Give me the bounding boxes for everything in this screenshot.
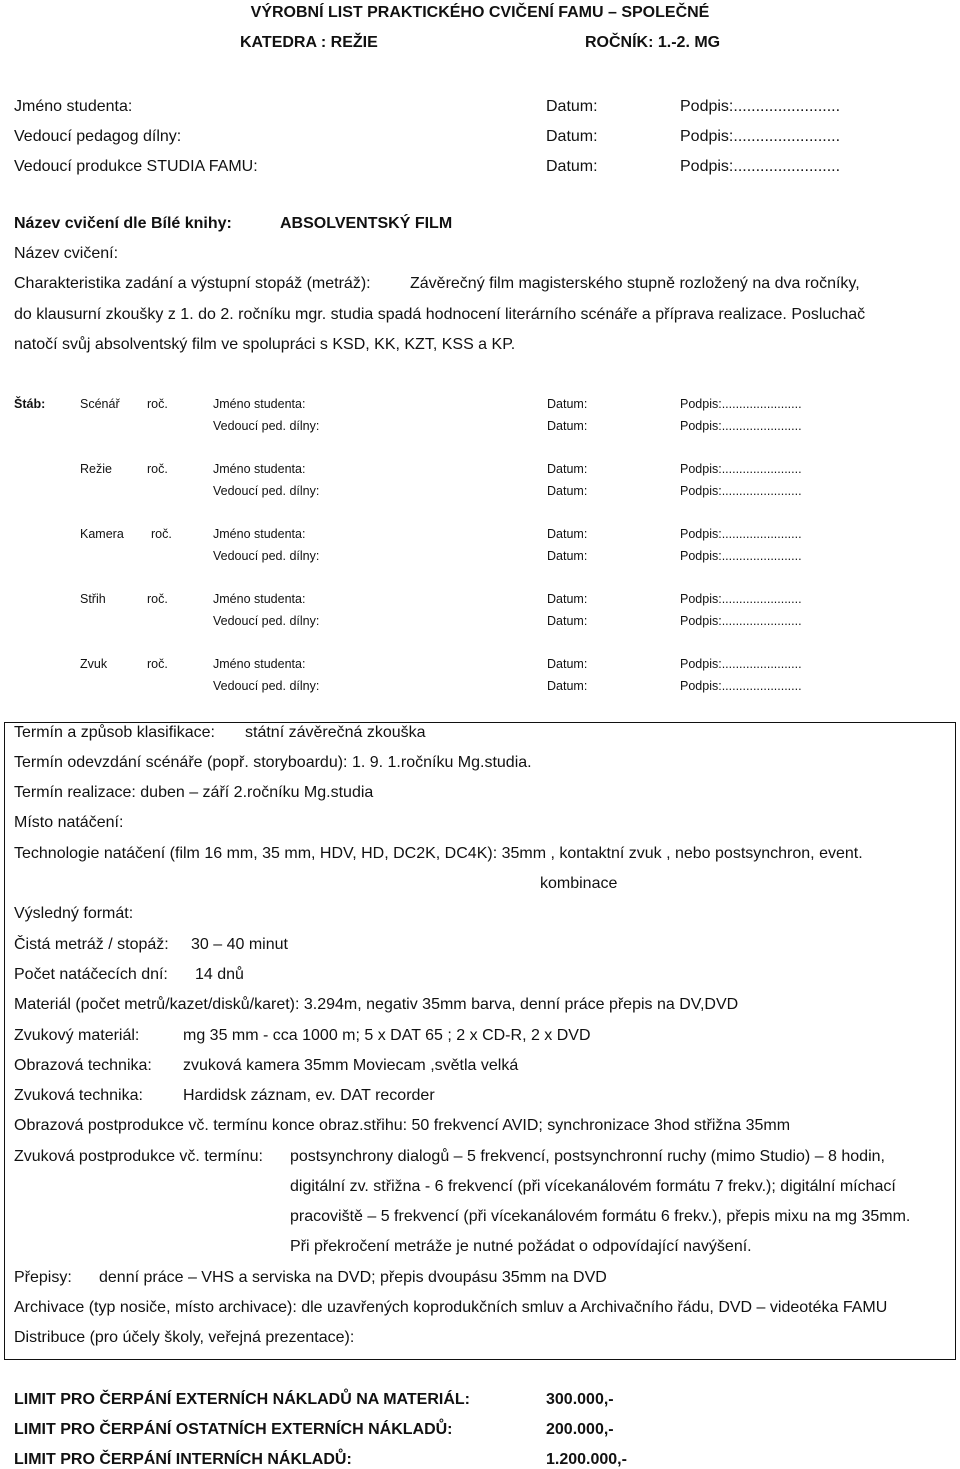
characteristic-label: Charakteristika zadání a výstupní stopáž (metráž): <box>14 275 371 292</box>
klasifikace-label: Termín a způsob klasifikace: <box>14 724 215 741</box>
metraz-label: Čistá metráž / stopáž: <box>14 936 169 953</box>
zvukova-technika-label: Zvuková technika: <box>14 1087 143 1104</box>
prepisy-label: Přepisy: <box>14 1269 72 1286</box>
misto-line: Místo natáčení: <box>14 814 124 831</box>
technologie-line2: kombinace <box>540 875 618 892</box>
characteristic-value: Závěrečný film magisterského stupně rozložený na dva ročníky, <box>410 275 860 292</box>
crew-label: Štáb: <box>14 397 46 411</box>
limit-ostatni-label: LIMIT PRO ČERPÁNÍ OSTATNÍCH EXTERNÍCH NÁKLADŮ: <box>14 1421 453 1438</box>
crew-roc: roč. <box>147 397 168 411</box>
crew-leader-label: Vedoucí ped. dílny: <box>213 614 320 628</box>
katedra-label: KATEDRA : REŽIE <box>240 34 378 51</box>
crew-student-label: Jméno studenta: <box>213 592 306 606</box>
zvuk-postprodukce-line: postsynchrony dialogů – 5 frekvencí, postsynchronní ruchy (mimo Studio) – 8 hodin, <box>290 1148 885 1165</box>
exercise-name-label: Název cvičení dle Bílé knihy: <box>14 215 232 232</box>
crew-student-label: Jméno studenta: <box>213 527 306 541</box>
crew-podpis: Podpis:....................... <box>680 462 802 476</box>
format-line: Výsledný formát: <box>14 905 134 922</box>
odevzdani-line: Termín odevzdání scénáře (popř. storyboardu): 1. 9. 1.ročníku Mg.studia. <box>14 754 532 771</box>
limit-material-value: 300.000,- <box>546 1391 614 1408</box>
produkce-podpis: Podpis:........................ <box>680 158 841 175</box>
dni-label: Počet natáčecích dní: <box>14 966 168 983</box>
limit-interni-label: LIMIT PRO ČERPÁNÍ INTERNÍCH NÁKLADŮ: <box>14 1451 352 1468</box>
crew-role-strih: Střih <box>80 592 106 606</box>
crew-datum: Datum: <box>547 549 588 563</box>
student-name-label: Jméno studenta: <box>14 98 133 115</box>
pedagog-label: Vedoucí pedagog dílny: <box>14 128 182 145</box>
crew-leader-label: Vedoucí ped. dílny: <box>213 549 320 563</box>
student-podpis: Podpis:........................ <box>680 98 841 115</box>
realizace-line: Termín realizace: duben – září 2.ročníku Mg.studia <box>14 784 374 801</box>
obrazova-technika-label: Obrazová technika: <box>14 1057 152 1074</box>
crew-datum: Datum: <box>547 614 588 628</box>
crew-datum: Datum: <box>547 462 588 476</box>
exercise-name-value: ABSOLVENTSKÝ FILM <box>280 215 453 232</box>
crew-podpis: Podpis:....................... <box>680 592 802 606</box>
crew-roc: roč. <box>147 592 168 606</box>
zvuk-postprodukce-line: digitální zv. střižna - 6 frekvencí (při vícekanálovém formátu 7 frekv.); digitální míchací <box>290 1178 896 1195</box>
crew-datum: Datum: <box>547 484 588 498</box>
crew-podpis: Podpis:....................... <box>680 527 802 541</box>
zvuk-postprodukce-line: Při překročení metráže je nutné požádat o odpovídající navýšení. <box>290 1238 752 1255</box>
klasifikace-value: státní závěrečná zkouška <box>245 724 426 741</box>
crew-leader-label: Vedoucí ped. dílny: <box>213 679 320 693</box>
crew-podpis: Podpis:....................... <box>680 484 802 498</box>
metraz-value: 30 – 40 minut <box>191 936 288 953</box>
zvukova-technika-value: Hardidsk záznam, ev. DAT recorder <box>183 1087 435 1104</box>
characteristic-line2: do klausurní zkoušky z 1. do 2. ročníku mgr. studia spadá hodnocení literárního scénáře a příprava realizace. Posluchač <box>14 306 866 323</box>
crew-datum: Datum: <box>547 419 588 433</box>
student-datum: Datum: <box>546 98 598 115</box>
material-line: Materiál (počet metrů/kazet/disků/karet): 3.294m, negativ 35mm barva, denní práce přepis na DV,DVD <box>14 996 739 1013</box>
zvuk-postprodukce-line: pracoviště – 5 frekvencí (při vícekanálovém formátu 6 frekv.), přepis mixu na mg 35mm. <box>290 1208 911 1225</box>
zvuk-postprodukce-label: Zvuková postprodukce vč. termínu: <box>14 1148 263 1165</box>
crew-student-label: Jméno studenta: <box>213 397 306 411</box>
crew-datum: Datum: <box>547 397 588 411</box>
crew-podpis: Podpis:....................... <box>680 614 802 628</box>
crew-datum: Datum: <box>547 592 588 606</box>
crew-datum: Datum: <box>547 679 588 693</box>
limit-interni-value: 1.200.000,- <box>546 1451 627 1468</box>
obrazova-technika-value: zvuková kamera 35mm Moviecam ,světla velká <box>183 1057 519 1074</box>
zvukovy-material-label: Zvukový materiál: <box>14 1027 140 1044</box>
crew-podpis: Podpis:....................... <box>680 679 802 693</box>
crew-student-label: Jméno studenta: <box>213 657 306 671</box>
crew-leader-label: Vedoucí ped. dílny: <box>213 484 320 498</box>
crew-podpis: Podpis:....................... <box>680 549 802 563</box>
crew-roc: roč. <box>147 462 168 476</box>
crew-student-label: Jméno studenta: <box>213 462 306 476</box>
characteristic-line3: natočí svůj absolventský film ve spolupráci s KSD, KK, KZT, KSS a KP. <box>14 336 516 353</box>
obr-postprodukce-line: Obrazová postprodukce vč. termínu konce obraz.střihu: 50 frekvencí AVID; synchronizace 3hod střižna 35mm <box>14 1117 791 1134</box>
distribuce-line: Distribuce (pro účely školy, veřejná prezentace): <box>14 1329 355 1346</box>
crew-roc: roč. <box>147 657 168 671</box>
limit-ostatni-value: 200.000,- <box>546 1421 614 1438</box>
crew-datum: Datum: <box>547 657 588 671</box>
crew-leader-label: Vedoucí ped. dílny: <box>213 419 320 433</box>
crew-podpis: Podpis:....................... <box>680 657 802 671</box>
crew-role-kamera: Kamera <box>80 527 124 541</box>
crew-datum: Datum: <box>547 527 588 541</box>
archivace-line: Archivace (typ nosiče, místo archivace): dle uzavřených koprodukčních smluv a Archivačního řádu, DVD – videotéka FAMU <box>14 1299 888 1316</box>
prepisy-value: denní práce – VHS a serviska na DVD; přepis dvoupásu 35mm na DVD <box>99 1269 607 1286</box>
pedagog-datum: Datum: <box>546 128 598 145</box>
crew-role-zvuk: Zvuk <box>80 657 108 671</box>
crew-podpis: Podpis:....................... <box>680 397 802 411</box>
zvukovy-material-value: mg 35 mm - cca 1000 m; 5 x DAT 65 ; 2 x CD-R, 2 x DVD <box>183 1027 591 1044</box>
exercise-name2-label: Název cvičení: <box>14 245 119 262</box>
crew-podpis: Podpis:....................... <box>680 419 802 433</box>
document-title: VÝROBNÍ LIST PRAKTICKÉHO CVIČENÍ FAMU – SPOLEČNÉ <box>250 4 710 21</box>
rocnik-label: ROČNÍK: 1.-2. MG <box>585 34 721 51</box>
dni-value: 14 dnů <box>195 966 244 983</box>
crew-role-rezie: Režie <box>80 462 112 476</box>
produkce-datum: Datum: <box>546 158 598 175</box>
limit-material-label: LIMIT PRO ČERPÁNÍ EXTERNÍCH NÁKLADŮ NA MATERIÁL: <box>14 1391 470 1408</box>
technologie-line: Technologie natáčení (film 16 mm, 35 mm, HDV, HD, DC2K, DC4K): 35mm , kontaktní zvuk , nebo postsynchron, event. <box>14 845 863 862</box>
pedagog-podpis: Podpis:........................ <box>680 128 841 145</box>
crew-role-scenar: Scénář <box>80 397 120 411</box>
crew-roc: roč. <box>151 527 172 541</box>
produkce-label: Vedoucí produkce STUDIA FAMU: <box>14 158 258 175</box>
